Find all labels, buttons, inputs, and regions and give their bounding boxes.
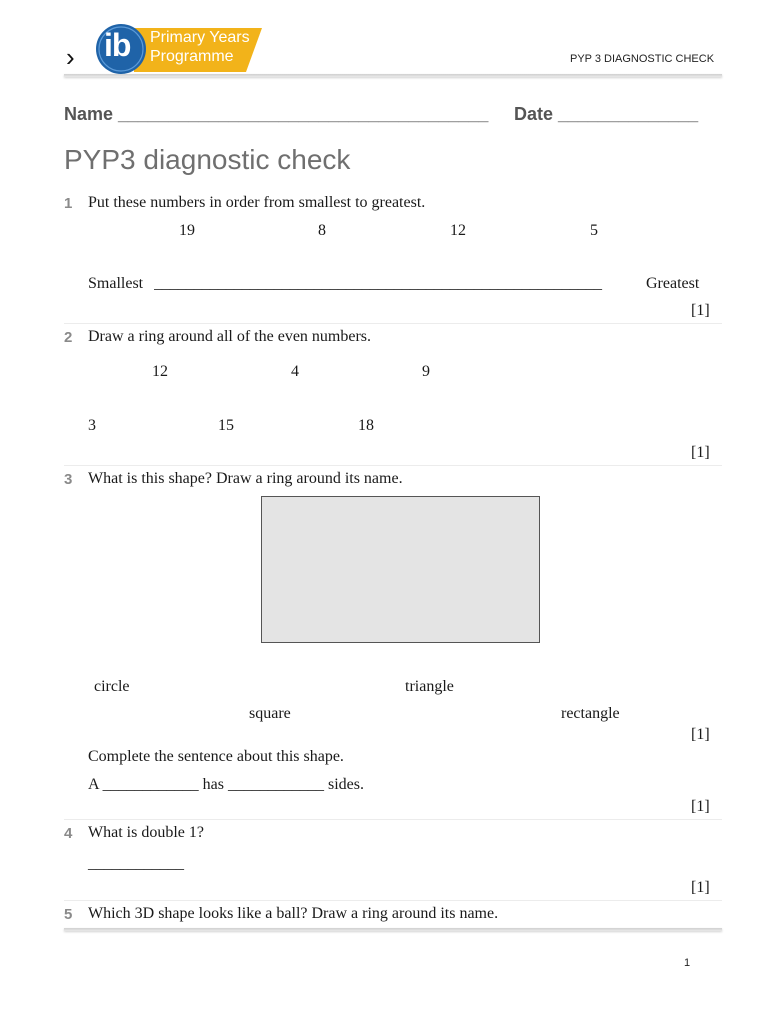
section-divider: [64, 323, 722, 324]
name-line: Name _____________________________________: [64, 104, 489, 124]
running-title: PYP 3 DIAGNOSTIC CHECK: [570, 53, 715, 65]
question-number: 5: [64, 906, 73, 923]
question-number: 2: [64, 329, 73, 346]
number-item: 5: [590, 222, 598, 239]
ib-logo-letters: ib: [104, 27, 131, 63]
shape-option-circle[interactable]: circle: [94, 678, 130, 695]
answer-blank[interactable]: ____________: [88, 855, 184, 872]
question-number: 1: [64, 195, 73, 212]
number-item: 8: [318, 222, 326, 239]
shape-option-square[interactable]: square: [249, 705, 291, 722]
question-text: What is double 1?: [88, 824, 204, 841]
footer-rule: [64, 928, 722, 931]
question-text: What is this shape? Draw a ring around its name.: [88, 470, 403, 487]
question-text: Which 3D shape looks like a ball? Draw a ring around its name.: [88, 905, 499, 922]
sentence-prompt: Complete the sentence about this shape.: [88, 748, 344, 765]
nav-chevron-icon[interactable]: ›: [66, 42, 75, 72]
greatest-label: Greatest: [646, 275, 700, 292]
question-text: Draw a ring around all of the even numbers.: [88, 328, 372, 345]
number-item[interactable]: 4: [291, 363, 299, 380]
number-item[interactable]: 3: [88, 417, 96, 434]
shape-option-rectangle[interactable]: rectangle: [561, 705, 620, 722]
number-item: 19: [179, 222, 195, 239]
header-rule: [64, 74, 722, 77]
mark-allocation: [1]: [691, 302, 710, 319]
logo-line-1: Primary Years: [150, 29, 250, 46]
question-text: Put these numbers in order from smallest to greatest.: [88, 194, 426, 211]
sentence-with-blanks[interactable]: A ____________ has ____________ sides.: [88, 776, 364, 793]
page-number: 1: [684, 957, 691, 969]
number-item[interactable]: 9: [422, 363, 430, 380]
smallest-label: Smallest: [88, 275, 144, 292]
mark-allocation: [1]: [691, 798, 710, 815]
number-item[interactable]: 18: [358, 417, 374, 434]
section-divider: [64, 465, 722, 466]
number-item[interactable]: 15: [218, 417, 234, 434]
ib-logo: [94, 22, 264, 76]
mark-allocation: [1]: [691, 444, 710, 461]
page-title: PYP3 diagnostic check: [64, 144, 351, 175]
mark-allocation: [1]: [691, 726, 710, 743]
shape-option-triangle[interactable]: triangle: [405, 678, 454, 695]
section-divider: [64, 819, 722, 820]
mark-allocation: [1]: [691, 879, 710, 896]
rectangle-shape: [261, 496, 540, 643]
order-answer-blank[interactable]: ________________________________________________________: [154, 275, 602, 292]
date-line: Date ______________: [514, 104, 699, 124]
question-number: 3: [64, 471, 73, 488]
logo-line-2: Programme: [150, 48, 234, 65]
number-item[interactable]: 12: [152, 363, 168, 380]
number-item: 12: [450, 222, 466, 239]
question-number: 4: [64, 825, 73, 842]
section-divider: [64, 900, 722, 901]
